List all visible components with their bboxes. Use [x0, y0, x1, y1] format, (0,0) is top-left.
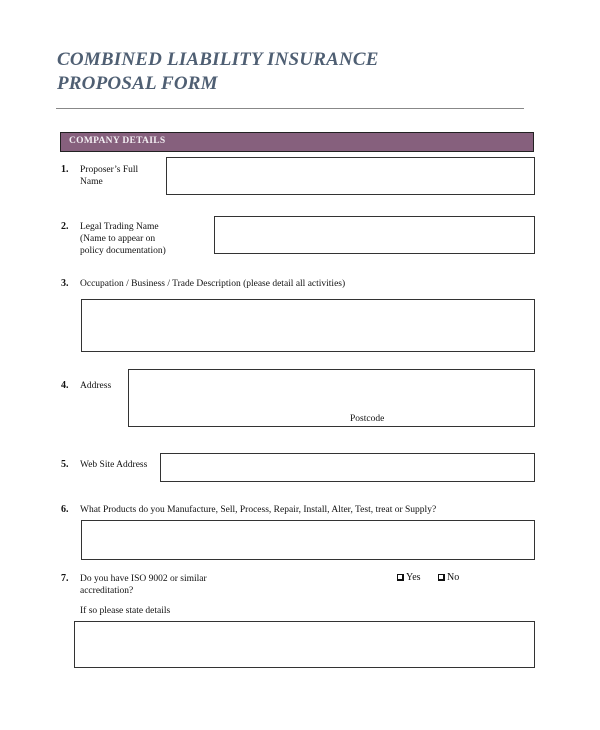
yes-label: Yes — [406, 572, 421, 583]
question-1-number: 1. — [61, 164, 69, 175]
question-4-label: Address — [80, 381, 112, 391]
question-3-number: 3. — [61, 278, 69, 289]
label-line: policy documentation) — [80, 246, 166, 256]
label-line: Name — [80, 177, 103, 187]
question-6-number: 6. — [61, 504, 69, 515]
label-line: Proposer’s Full — [80, 165, 139, 175]
question-7-label — [80, 573, 207, 597]
legal-trading-name-field[interactable] — [214, 216, 535, 254]
website-address-field[interactable] — [160, 453, 535, 482]
question-2-number: 2. — [61, 221, 69, 232]
no-label: No — [447, 572, 460, 583]
proposer-full-name-field[interactable] — [166, 157, 535, 195]
iso-details-field[interactable] — [74, 621, 535, 668]
checkbox-square-icon — [438, 574, 445, 581]
question-4-number: 4. — [61, 380, 69, 391]
title-divider — [56, 108, 524, 109]
question-5-number: 5. — [61, 459, 69, 470]
question-1-label — [80, 164, 138, 188]
postcode-label: Postcode — [350, 414, 385, 424]
question-3-label: Occupation / Business / Trade Description (please detail all activities) — [80, 279, 346, 289]
label-line: Do you have ISO 9002 or similar — [80, 574, 207, 584]
section-header-label: COMPANY DETAILS — [69, 136, 166, 146]
label-line: Legal Trading Name — [80, 222, 159, 232]
question-2-label — [80, 221, 166, 257]
occupation-description-field[interactable] — [81, 299, 535, 352]
section-header-company-details — [60, 132, 534, 152]
iso-no-checkbox[interactable] — [438, 572, 459, 583]
label-line: (Name to appear on — [80, 234, 156, 244]
address-field[interactable] — [128, 369, 535, 427]
question-5-label: Web Site Address — [80, 460, 148, 470]
label-line: accreditation? — [80, 586, 134, 596]
iso-yes-checkbox[interactable] — [397, 572, 421, 583]
form-title — [57, 48, 379, 96]
checkbox-square-icon — [397, 574, 404, 581]
question-6-label: What Products do you Manufacture, Sell, Process, Repair, Install, Alter, Test, treat or Supply? — [80, 505, 437, 515]
question-7-number: 7. — [61, 573, 69, 584]
iso-details-label: If so please state details — [80, 606, 171, 616]
title-line-1: COMBINED LIABILITY INSURANCE — [57, 49, 379, 70]
title-line-2: PROPOSAL FORM — [57, 73, 218, 94]
products-field[interactable] — [81, 520, 535, 560]
